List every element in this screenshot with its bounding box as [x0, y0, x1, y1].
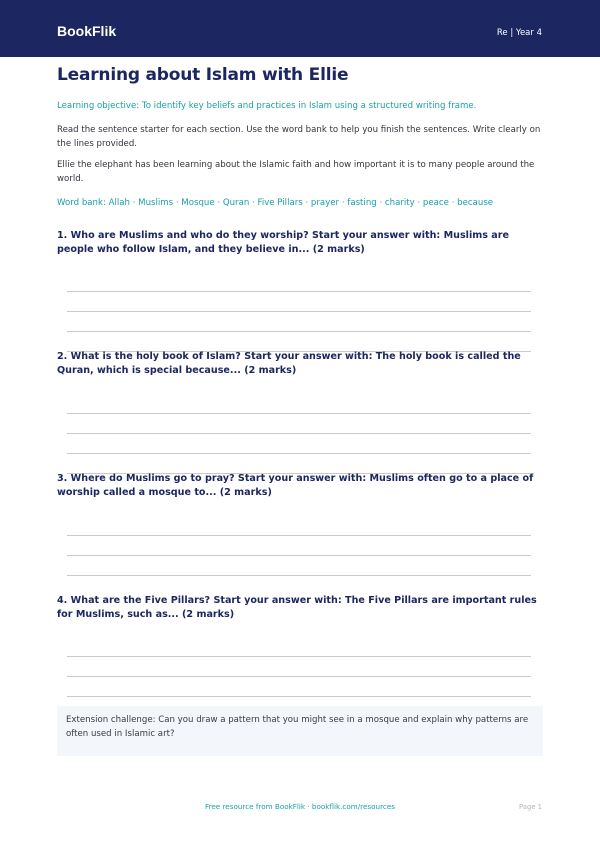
- extension-box: [57, 706, 543, 756]
- question-1: 1. Who are Muslims and who do they worship? Start your answer with: Muslims are people who follow Islam, and they believe in... (2 marks): [57, 230, 509, 255]
- learning-objective: Learning objective: To identify key beliefs and practices in Islam using a structured writing frame.: [57, 101, 477, 111]
- answer-line[interactable]: [67, 311, 531, 312]
- instructions-text: Read the sentence starter for each section. Use the word bank to help you finish the sentences. Write clearly on the lines provided.: [57, 125, 541, 149]
- subject-year-label: Re | Year 4: [496, 28, 542, 38]
- answer-line[interactable]: [67, 575, 531, 576]
- answer-line[interactable]: [67, 555, 531, 556]
- answer-line[interactable]: [67, 676, 531, 677]
- intro-text: Ellie the elephant has been learning about the Islamic faith and how important it is to many people around the world.: [57, 160, 535, 184]
- question-4: 4. What are the Five Pillars? Start your answer with: The Five Pillars are important rules for Muslims, such as... (2 marks): [57, 595, 537, 620]
- answer-line[interactable]: [67, 291, 531, 292]
- question-3: 3. Where do Muslims go to pray? Start your answer with: Muslims often go to a place of worship called a mosque to... (2 marks): [57, 473, 534, 498]
- answer-line[interactable]: [67, 413, 531, 414]
- footer-link[interactable]: Free resource from BookFlik · bookflik.com/resources: [204, 802, 396, 811]
- page-number: Page 1: [519, 803, 542, 811]
- question-2: 2. What is the holy book of Islam? Start your answer with: The holy book is called the Quran, which is special because... (2 marks): [57, 351, 521, 376]
- page-title: Learning about Islam with Ellie: [57, 65, 349, 85]
- answer-line[interactable]: [67, 656, 531, 657]
- extension-challenge: Extension challenge: Can you draw a pattern that you might see in a mosque and explain why patterns are often used in Islamic art?: [66, 715, 529, 739]
- page-header: [0, 0, 600, 57]
- answer-line[interactable]: [67, 433, 531, 434]
- answer-line[interactable]: [67, 331, 531, 332]
- answer-line[interactable]: [67, 453, 531, 454]
- brand-logo-text: BookFlik: [57, 23, 117, 39]
- answer-line[interactable]: [67, 535, 531, 536]
- answer-line[interactable]: [67, 696, 531, 697]
- word-bank: Word bank: Allah · Muslims · Mosque · Quran · Five Pillars · prayer · fasting · charity · peace · because: [57, 198, 494, 208]
